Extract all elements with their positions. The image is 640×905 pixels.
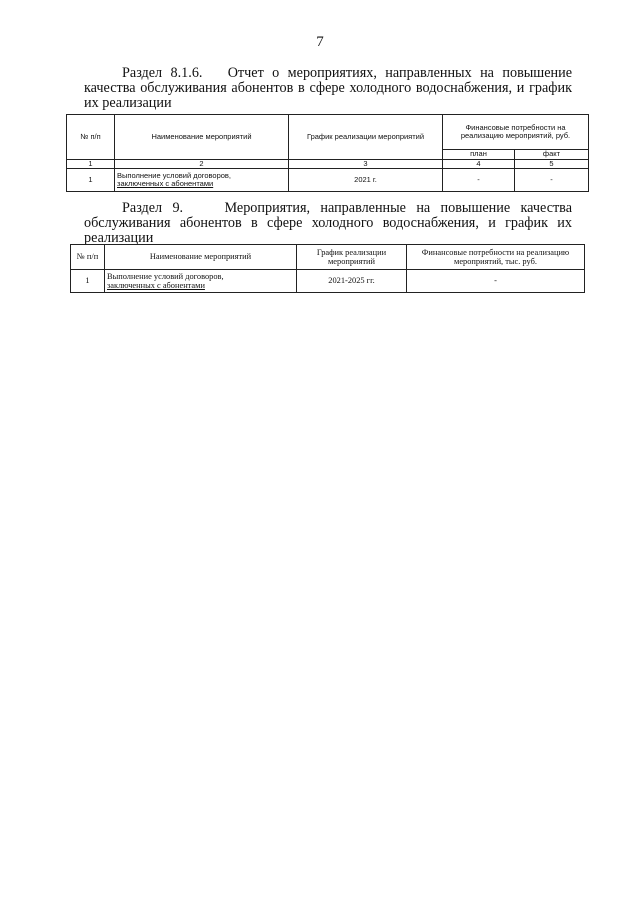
column-number: 4 — [443, 159, 515, 169]
table-row — [67, 169, 589, 192]
table-row — [71, 270, 585, 293]
section-9-title: Мероприятия, направленные на повышение качества обслуживания абонентов в сфере холодного водоснабжения, и график их реализации — [84, 200, 572, 246]
section-8-1-6-lead: Раздел 8.1.6. — [122, 65, 203, 81]
section-9-heading — [84, 201, 572, 246]
column-number: 1 — [67, 159, 115, 169]
header-plan: план — [443, 150, 515, 160]
header-num: № п/п — [71, 245, 105, 270]
column-number-row — [67, 159, 589, 169]
section-8-1-6-heading — [84, 66, 572, 111]
cell-num: 1 — [67, 169, 115, 192]
header-name: Наименование мероприятий — [115, 115, 289, 160]
cell-name-line: заключенных с абонентами — [107, 281, 205, 290]
cell-schedule: 2021-2025 гг. — [297, 270, 407, 293]
section-8-1-6-title: Отчет о мероприятиях, направленных на повышение качества обслуживания абонентов в сфере холодного водоснабжения, и график их реализации — [84, 65, 573, 111]
column-number: 3 — [289, 159, 443, 169]
cell-plan: - — [443, 169, 515, 192]
column-number: 5 — [515, 159, 589, 169]
section-9-lead: Раздел 9. — [122, 200, 184, 216]
cell-num: 1 — [71, 270, 105, 293]
cell-name-line: заключенных с абонентами — [117, 179, 214, 188]
header-name: Наименование мероприятий — [105, 245, 297, 270]
cell-schedule: 2021 г. — [289, 169, 443, 192]
page-number: 7 — [316, 34, 324, 50]
column-number: 2 — [115, 159, 289, 169]
header-fact: факт — [515, 150, 589, 160]
cell-fact: - — [515, 169, 589, 192]
cell-name — [115, 169, 289, 192]
header-schedule: График реализации мероприятий — [297, 245, 407, 270]
cell-name — [105, 270, 297, 293]
header-finance: Финансовые потребности на реализацию мероприятий, руб. — [443, 115, 589, 150]
cell-name-line: Выполнение условий договоров, — [107, 271, 224, 281]
header-schedule: График реализации мероприятий — [289, 115, 443, 160]
section-8-1-6-table — [66, 114, 589, 192]
header-finance: Финансовые потребности на реализацию мероприятий, тыс. руб. — [407, 245, 585, 270]
cell-finance: - — [407, 270, 585, 293]
cell-name-line: Выполнение условий договоров, — [117, 170, 232, 180]
header-num: № п/п — [67, 115, 115, 160]
section-9-table — [70, 244, 585, 293]
